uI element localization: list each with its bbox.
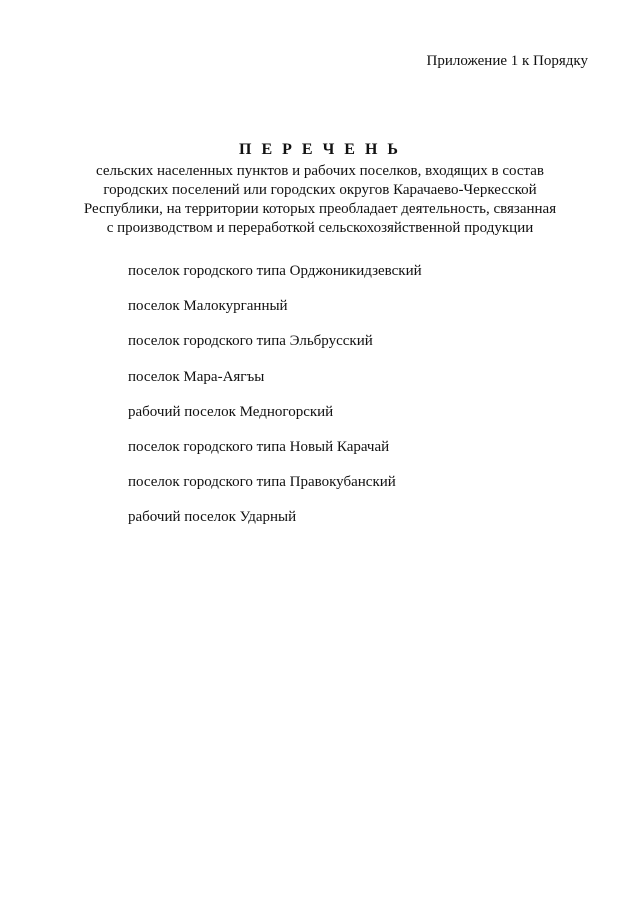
list-item: рабочий поселок Ударный	[128, 509, 297, 526]
settlement-list	[128, 262, 422, 544]
heading-block	[60, 140, 580, 238]
list-item: поселок городского типа Орджоникидзевский	[128, 263, 422, 279]
document-title: П Е Р Е Ч Е Н Ь	[239, 141, 401, 158]
list-item: рабочий поселок Медногорский	[128, 403, 334, 420]
list-item: поселок Малокурганный	[128, 298, 288, 315]
document-subtitle	[60, 162, 580, 238]
list-item: поселок городского типа Новый Карачай	[128, 438, 390, 455]
subtitle-line: с производством и переработкой сельскохозяйственной продукции	[106, 220, 534, 236]
list-item: поселок городского типа Правокубанский	[128, 474, 396, 491]
subtitle-line: городских поселений или городских округов Карачаево-Черкесской	[103, 182, 537, 198]
subtitle-line: сельских населенных пунктов и рабочих поселков, входящих в состав	[95, 163, 545, 179]
list-item: поселок городского типа Эльбрусский	[128, 333, 373, 350]
subtitle-line: Республики, на территории которых преобладает деятельность, связанная	[83, 201, 557, 217]
list-item: поселок Мара-Аягъы	[128, 368, 265, 385]
appendix-note: Приложение 1 к Порядку	[426, 53, 588, 69]
